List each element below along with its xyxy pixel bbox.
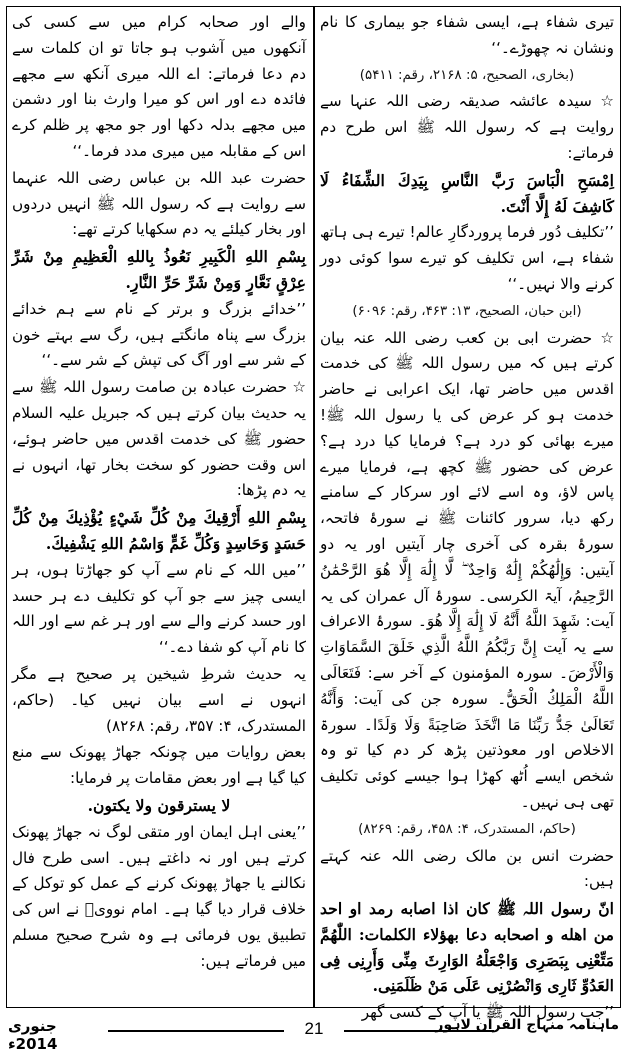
paragraph: ☆ حضرت ابی بن کعب رضی اللہ عنہ بیان کرتے ہیں کہ میں رسول اللہ ﷺ کی خدمت اقدس میں حاضر تھا، ایک اعرابی نے حاضر خدمت ہو کر عرض کی یا رسول اللہ ﷺ! میرے بھائی کو درد ہے؟ فرمایا کیا درد ہے؟ عرض کی حضور ﷺ کچھ ہے، فرمایا میرے پاس لاؤ، وہ اسے لائے اور سرکار کے سامنے رکھ دیا، سرور کائنات ﷺ نے سورۂ فاتحہ، سورۂ بقرہ کی آخری چار آیتیں اور یہ دو آیتیں: وَإِلَٰهُكُمْ إِلَٰهٌ وَاحِدٌ ۖ لَّا إِلَٰهَ إِلَّا هُوَ الرَّحْمَٰنُ الرَّحِيمُ، آیۃ الکرسی۔ سورۂ آل عمران کی یہ آیت: شَهِدَ اللَّهُ أَنَّهُ لَا إِلَٰهَ إِلَّا هُوَ۔ سورۂ الاعراف سے یہ آیت إِنَّ رَبَّكُمُ اللَّهُ الَّذِي خَلَقَ السَّمَاوَاتِ وَالْأَرْضَ۔ سورہ المؤمنون کے آخر سے: فَتَعَالَى اللَّهُ الْمَلِكُ الْحَقُّ۔ سورہ جن کی آیت: وَأَنَّهُ تَعَالَىٰ جَدُّ رَبِّنَا مَا اتَّخَذَ صَاحِبَةً وَلَا وَلَدًا۔ سورۃ الاخلاص اور معوذتین پڑھ کر دم کیا تو وہ شخص ایسے اُٹھ کھڑا ہوا جیسے کوئی تکلیف تھی ہی نہیں۔ [320, 328, 614, 811]
arabic-text: بِسْمِ اللهِ أَرْقِيكَ مِنْ كُلِّ شَيْءٍ يُؤْذِيكَ مِنْ كُلِّ حَسَدٍ وَحَاسِدٍ وَكُلِّ غَمٍّ وَاسْمُ اللهِ يَشْفِيكَ. [12, 508, 306, 553]
right-column [320, 10, 614, 1022]
paragraph: تیری شفاء ہے، ایسی شفاء جو بیماری کا نام ونشان نہ چھوڑے۔‘‘ [320, 13, 614, 57]
arabic-text: بِسْمِ اللهِ الْكَبِيرِ نَعُوذُ بِاللهِ الْعَظِيمِ مِنْ شَرِّ عِرْقٍ نَعَّارٍ وَمِنْ شَرِّ حَرِّ النَّارِ. [12, 247, 306, 292]
arabic-text: لا یسترقون ولا یکتون. [87, 795, 231, 815]
paragraph: ☆ سیدہ عائشہ صدیقہ رضی اللہ عنہا سے روایت ہے کہ رسول اللہ ﷺ اس طرح دم فرماتے: [320, 92, 614, 162]
page-number: 21 [304, 1019, 324, 1038]
paragraph: ’’میں اللہ کے نام سے آپ کو جھاڑتا ہوں، ہر ایسی چیز سے جو آپ کو تکلیف دے ہر حسد اور حسد کرنے والے سے اور ہر غم سے اور اللہ کا نام آپ کو شفا دے۔‘‘ [12, 560, 306, 657]
page-footer [6, 1013, 621, 1053]
reference: (ابن حبان، الصحیح، ۱۳: ۴۶۳، رقم: ۶۰۹۶) [352, 303, 582, 319]
paragraph: حضرت انس بن مالک رضی اللہ عنہ کہتے ہیں: [320, 846, 614, 891]
arabic-text: اِمْسَحِ الْبَاسَ رَبَّ النَّاسِ بِيَدِكَ الشِّفَاءُ لَا كَاشِفَ لَهُ إِلَّا أَنْتَ. [320, 170, 614, 216]
paragraph: ’’تکلیف دُور فرما پروردگارِ عالم! تیرے ہی ہاتھ شفاء ہے، اس تکلیف کو تیرے سوا کوئی دور کرنے والا نہیں۔‘‘ [320, 223, 614, 293]
paragraph: یہ حدیث شرطِ شیخین پر صحیح ہے مگر انہوں نے اسے بیان نہیں کیا۔ (حاکم، المستدرک، ۴: ۳۵۷، رقم: ۸۲۶۸) [12, 664, 306, 735]
paragraph: بعض روایات میں چونکہ جھاڑ پھونک سے منع کیا گیا ہے اور بعض مقامات پر فرمایا: [12, 743, 306, 788]
paragraph: ’’یعنی اہل ایمان اور متقی لوگ نہ جھاڑ پھونک کرتے ہیں اور نہ داغتے ہیں۔ اسی طرح فال نکالنے یا جھاڑ پھونک کرنے کے عمل کو توکل کے خلاف قرار دیا گیا ہے۔ امام نوویؒ نے اس کی تطبیق یوں فرمائی ہے وہ شرح صحیح مسلم میں فرماتے ہیں: [12, 822, 306, 970]
paragraph: ’’جب رسول اللہ ﷺ یا آپ کے کسی گھر [361, 1003, 614, 1022]
paragraph: حضرت عبد اللہ بن عباس رضی اللہ عنہما سے روایت ہے کہ رسول اللہ ﷺ انہیں دردوں اور بخار کیلئے یہ دم سکھایا کرتے تھے: [12, 168, 306, 239]
paragraph: والے اور صحابہ کرام میں سے کسی کی آنکھوں میں آشوب ہو جاتا تو ان کلمات سے دم دعا فرماتے: اے اللہ میری آنکھ سے مجھے فائدہ دے اور اس کو میرا وارث بنا اور دشمن میں مجھے بدلہ دکھا اور جو مجھ پر ظلم کرے اس کے مقابلہ میں میری مدد فرما۔‘‘ [12, 13, 306, 160]
footer-rule-left [108, 1030, 284, 1032]
arabic-text: انّ رسول اللہ ﷺ کان اذا اصابه رمد او احد من اهله و اصحابه دعا بهؤلاء الکلمات: اللّٰهُمَّ مَتِّعْنِی بِبَصَرِی وَاجْعَلْهُ الوَارِثَ مِنِّی وَأَرِنِی فِی العَدُوِّ ثَارِی وَانْصُرْنِی عَلَى مَنْ ظَلَمَنِی. [320, 899, 614, 996]
magazine-title: ماہنامہ منہاج القرآن لاہور [435, 1017, 619, 1033]
paragraph: ’’خدائے بزرگ و برتر کے نام سے ہم خدائے بزرگ سے پناہ مانگتے ہیں، رگ سے بہتے خون کے شر سے اور آگ کی تپش کے شر سے۔‘‘ [12, 299, 306, 370]
paragraph: ☆ حضرت عبادہ بن صامت رسول اللہ ﷺ سے یہ حدیث بیان کرتے ہیں کہ جبریل علیہ السلام حضور ﷺ کی خدمت اقدس میں حاضر ہوئے، اس وقت حضور کو سخت بخار تھا، انہوں نے یہ دم پڑھا: [12, 378, 306, 500]
reference: (بخاری، الصحیح، ۵: ۲۱۶۸، رقم: ۵۴۱۱) [359, 67, 575, 83]
reference: (حاکم، المستدرک، ۴: ۴۵۸، رقم: ۸۲۶۹) [358, 821, 576, 837]
left-column [12, 10, 306, 1000]
column-divider [313, 6, 315, 1008]
issue-date: جنوری 2014ء [8, 1017, 58, 1053]
